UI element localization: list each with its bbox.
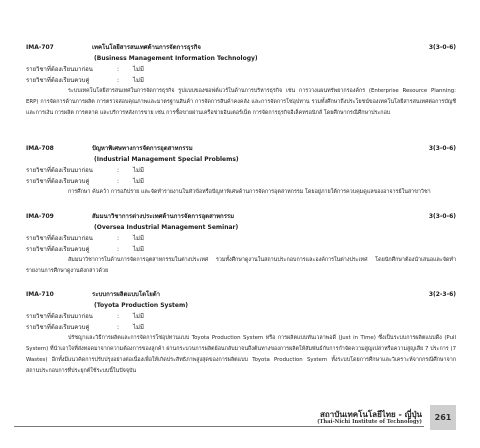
prerequisite-label: รายวิชาที่ต้องเรียนมาก่อน [26, 167, 93, 174]
institution-name-thai: สถาบันเทคโนโลยีไทย - ญี่ปุ่น [319, 409, 422, 419]
colon: : [117, 246, 120, 253]
corequisite-row [26, 244, 456, 255]
course-description: ปรัชญาและวิธีการผลิตและการจัดการโซ่อุปทานแบบ Toyota Production System หรือ การผลิตแบบทันเวลาพอดี (Just in Time) ซึ่งเป็นระบบการผลิตแบบดึง (Pull System) ที่นำเอาใจที่ส่งทอดมาจากความต้องการของลูกค้า ผ่านกระบวนการผลิตย้อนกลับมาจนถึงต้นทางของการผลิตให้สัมพันธ์กับการกำจัดความสูญเปล่าหรือความสูญเสีย 7 ประการ (7 Wastes) อีกทั้งมีแนวคิดการปรับปรุงอย่างต่อเนื่องเพื่อให้เกิดประสิทธิภาพสูงสุดของการผลิตแบบ Toyota Production System ทั้งระบบโดยการศึกษาและวิเคราะห์จากกรณีศึกษาจากสถานประกอบการที่ประยุกต์ใช้ระบบนี้ในปัจจุบัน [26, 335, 456, 374]
course-code: IMA-707 [26, 44, 54, 51]
page-footer [0, 405, 480, 433]
course-title-thai: เทคโนโลยีสารสนเทศด้านการจัดการธุรกิจ [92, 44, 201, 51]
prerequisite-value: ไม่มี [133, 66, 144, 73]
course-header [26, 42, 456, 53]
prerequisite-row [26, 233, 456, 244]
corequisite-label: รายวิชาที่ต้องเรียนควบคู่ [26, 246, 90, 253]
prerequisite-value: ไม่มี [133, 167, 144, 174]
prerequisite-value: ไม่มี [133, 235, 144, 242]
prerequisite-row [26, 311, 456, 322]
corequisite-value: ไม่มี [133, 178, 144, 185]
course-header [26, 211, 456, 222]
course-description: การศึกษา ค้นคว้า การอภิปราย และจัดทำรายงานในหัวข้อหรือปัญหาพิเศษด้านการจัดการอุตสาหกรรม โดยอยู่ภายใต้การควบคุมดูแลของอาจารย์ในสาขาวิชา [68, 189, 431, 195]
course-title-english: (Business Management Information Technology) [94, 55, 258, 62]
course-credits: 3(3-0-6) [428, 213, 456, 220]
corequisite-value: ไม่มี [133, 77, 144, 84]
colon: : [117, 167, 120, 174]
colon: : [117, 313, 120, 320]
course-title-english: (Oversea Industrial Management Seminar) [94, 224, 239, 231]
corequisite-label: รายวิชาที่ต้องเรียนควบคู่ [26, 77, 90, 84]
prerequisite-label: รายวิชาที่ต้องเรียนมาก่อน [26, 235, 93, 242]
colon: : [117, 66, 120, 73]
course-credits: 3(3-0-6) [428, 44, 456, 51]
prerequisite-row [26, 165, 456, 176]
corequisite-value: ไม่มี [133, 324, 144, 331]
footer-divider [14, 426, 424, 427]
prerequisite-label: รายวิชาที่ต้องเรียนมาก่อน [26, 313, 93, 320]
course-ima-710 [26, 289, 456, 377]
colon: : [117, 324, 120, 331]
course-title-thai: สัมมนาวิชาการต่างประเทศด้านการจัดการอุตสาหกรรม [92, 213, 235, 220]
corequisite-row [26, 176, 456, 187]
corequisite-value: ไม่มี [133, 246, 144, 253]
course-ima-708 [26, 143, 456, 198]
course-header [26, 289, 456, 300]
corequisite-label: รายวิชาที่ต้องเรียนควบคู่ [26, 324, 90, 331]
corequisite-label: รายวิชาที่ต้องเรียนควบคู่ [26, 178, 90, 185]
course-ima-709 [26, 211, 456, 277]
course-code: IMA-708 [26, 145, 54, 152]
institution-name-english: (Thai-Nichi Institute of Technology) [317, 419, 422, 425]
course-code: IMA-709 [26, 213, 54, 220]
page-number: 261 [430, 405, 456, 430]
corequisite-row [26, 322, 456, 333]
course-title-thai: ปัญหาพิเศษทางการจัดการอุตสาหกรรม [92, 145, 193, 152]
course-ima-707 [26, 42, 456, 119]
course-title-english: (Industrial Management Special Problems) [94, 156, 239, 163]
colon: : [117, 235, 120, 242]
prerequisite-value: ไม่มี [133, 313, 144, 320]
course-description: สัมมนาวิชาการในด้านการจัดการอุตสาหกรรมในต่างประเทศ รวมทั้งศึกษาดูงานในสถานประกอบการและองค์การในต่างประเทศ โดยนักศึกษาต้องนำเสนอและจัดทำรายงานการศึกษาดูงานดังกล่าวด้วย [26, 257, 456, 274]
course-credits: 3(2-3-6) [428, 291, 456, 298]
course-header [26, 143, 456, 154]
course-credits: 3(3-0-6) [428, 145, 456, 152]
colon: : [117, 77, 120, 84]
course-title-english: (Toyota Production System) [94, 302, 188, 309]
colon: : [117, 178, 120, 185]
course-code: IMA-710 [26, 291, 54, 298]
prerequisite-label: รายวิชาที่ต้องเรียนมาก่อน [26, 66, 93, 73]
corequisite-row [26, 75, 456, 86]
course-description: ระบบเทคโนโลยีสารสนเทศในการจัดการธุรกิจ รูปแบบของซอฟต์แวร์ในด้านการบริหารธุรกิจ เช่น การวางแผนทรัพยากรองค์กร (Enterprise Resource Planning: ERP) การจัดการด้านการผลิต การตรวจสอบคุณภาพและมาตรฐานสินค้า การจัดการสินค้าคงคลัง และการจัดการโซ่อุปทาน รวมทั้งศึกษาถึงประโยชน์ของเทคโนโลยีสารสนเทศต่อการบัญชีและการเงิน การผลิต การตลาด และบริการหลังการขาย เช่น การซื้อขายผ่านเครือข่ายอินเตอร์เน็ต การจัดการธุรกิจอีเล็คทรอนิกส์ โดยศึกษากรณีศึกษาประกอบ [26, 88, 456, 116]
course-title-thai: ระบบการผลิตแบบโตโยต้า [92, 291, 160, 298]
prerequisite-row [26, 64, 456, 75]
